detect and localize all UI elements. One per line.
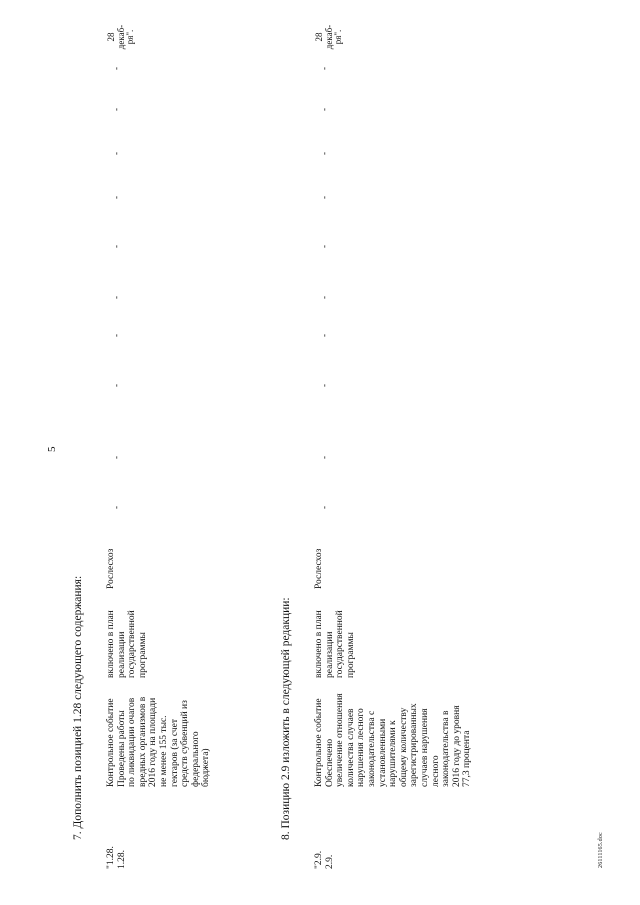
dash-cell: - — [319, 245, 329, 248]
plan-status-text: включено в план реализации государственной программы — [106, 610, 148, 678]
position-number: "1.28. 1.28. — [106, 846, 127, 869]
dash-cell: - — [111, 456, 121, 459]
dash-cell: - — [111, 334, 121, 337]
dash-cell: - — [319, 506, 329, 509]
dash-cell: - — [111, 384, 121, 387]
deadline-date: 28 декаб- ря". — [106, 24, 135, 50]
dash-cell: - — [319, 456, 329, 459]
dash-cell: - — [111, 196, 121, 199]
dash-cell: - — [111, 506, 121, 509]
responsible-text: Рослесхоз — [314, 548, 324, 589]
page-number: 5 — [46, 446, 58, 452]
plan-status-text: включено в план реализации государственной программы — [314, 610, 356, 678]
dash-cell: - — [319, 108, 329, 111]
dash-cell: - — [111, 152, 121, 155]
dash-cell: - — [319, 334, 329, 337]
section-8-heading: 8. Позицию 2.9 изложить в следующей редакции: — [280, 597, 292, 840]
dash-cell: - — [319, 296, 329, 299]
dash-cell: - — [319, 67, 329, 70]
deadline-date: 28 декаб- ря". — [314, 24, 343, 50]
responsible-text: Рослесхоз — [106, 548, 116, 589]
dash-cell: - — [111, 296, 121, 299]
control-event-text: Контрольное событие Проведены работы по ликвидации очагов вредных организмов в 2016 году на площади не менее 155 тыс. гектаров (за счет средств субвенций из федерального бюджета) — [106, 696, 212, 787]
dash-cell: - — [111, 245, 121, 248]
dash-cell: - — [319, 384, 329, 387]
control-event-text: Контрольное событие Обеспечено увеличение отношения количества случаев нарушения лесного законодательства с установленными нарушителями к общему количеству зарегистрированных случаев нарушения лесного законодательства в 2016 году до уровня 77,3 процента — [314, 693, 473, 787]
dash-cell: - — [319, 196, 329, 199]
dash-cell: - — [111, 67, 121, 70]
position-number: "2.9. 2.9. — [314, 850, 335, 869]
section-7-heading: 7. Дополнить позицией 1.28 следующего содержания: — [72, 575, 84, 840]
dash-cell: - — [111, 108, 121, 111]
file-id: 26111165.doc — [598, 832, 604, 868]
dash-cell: - — [319, 152, 329, 155]
